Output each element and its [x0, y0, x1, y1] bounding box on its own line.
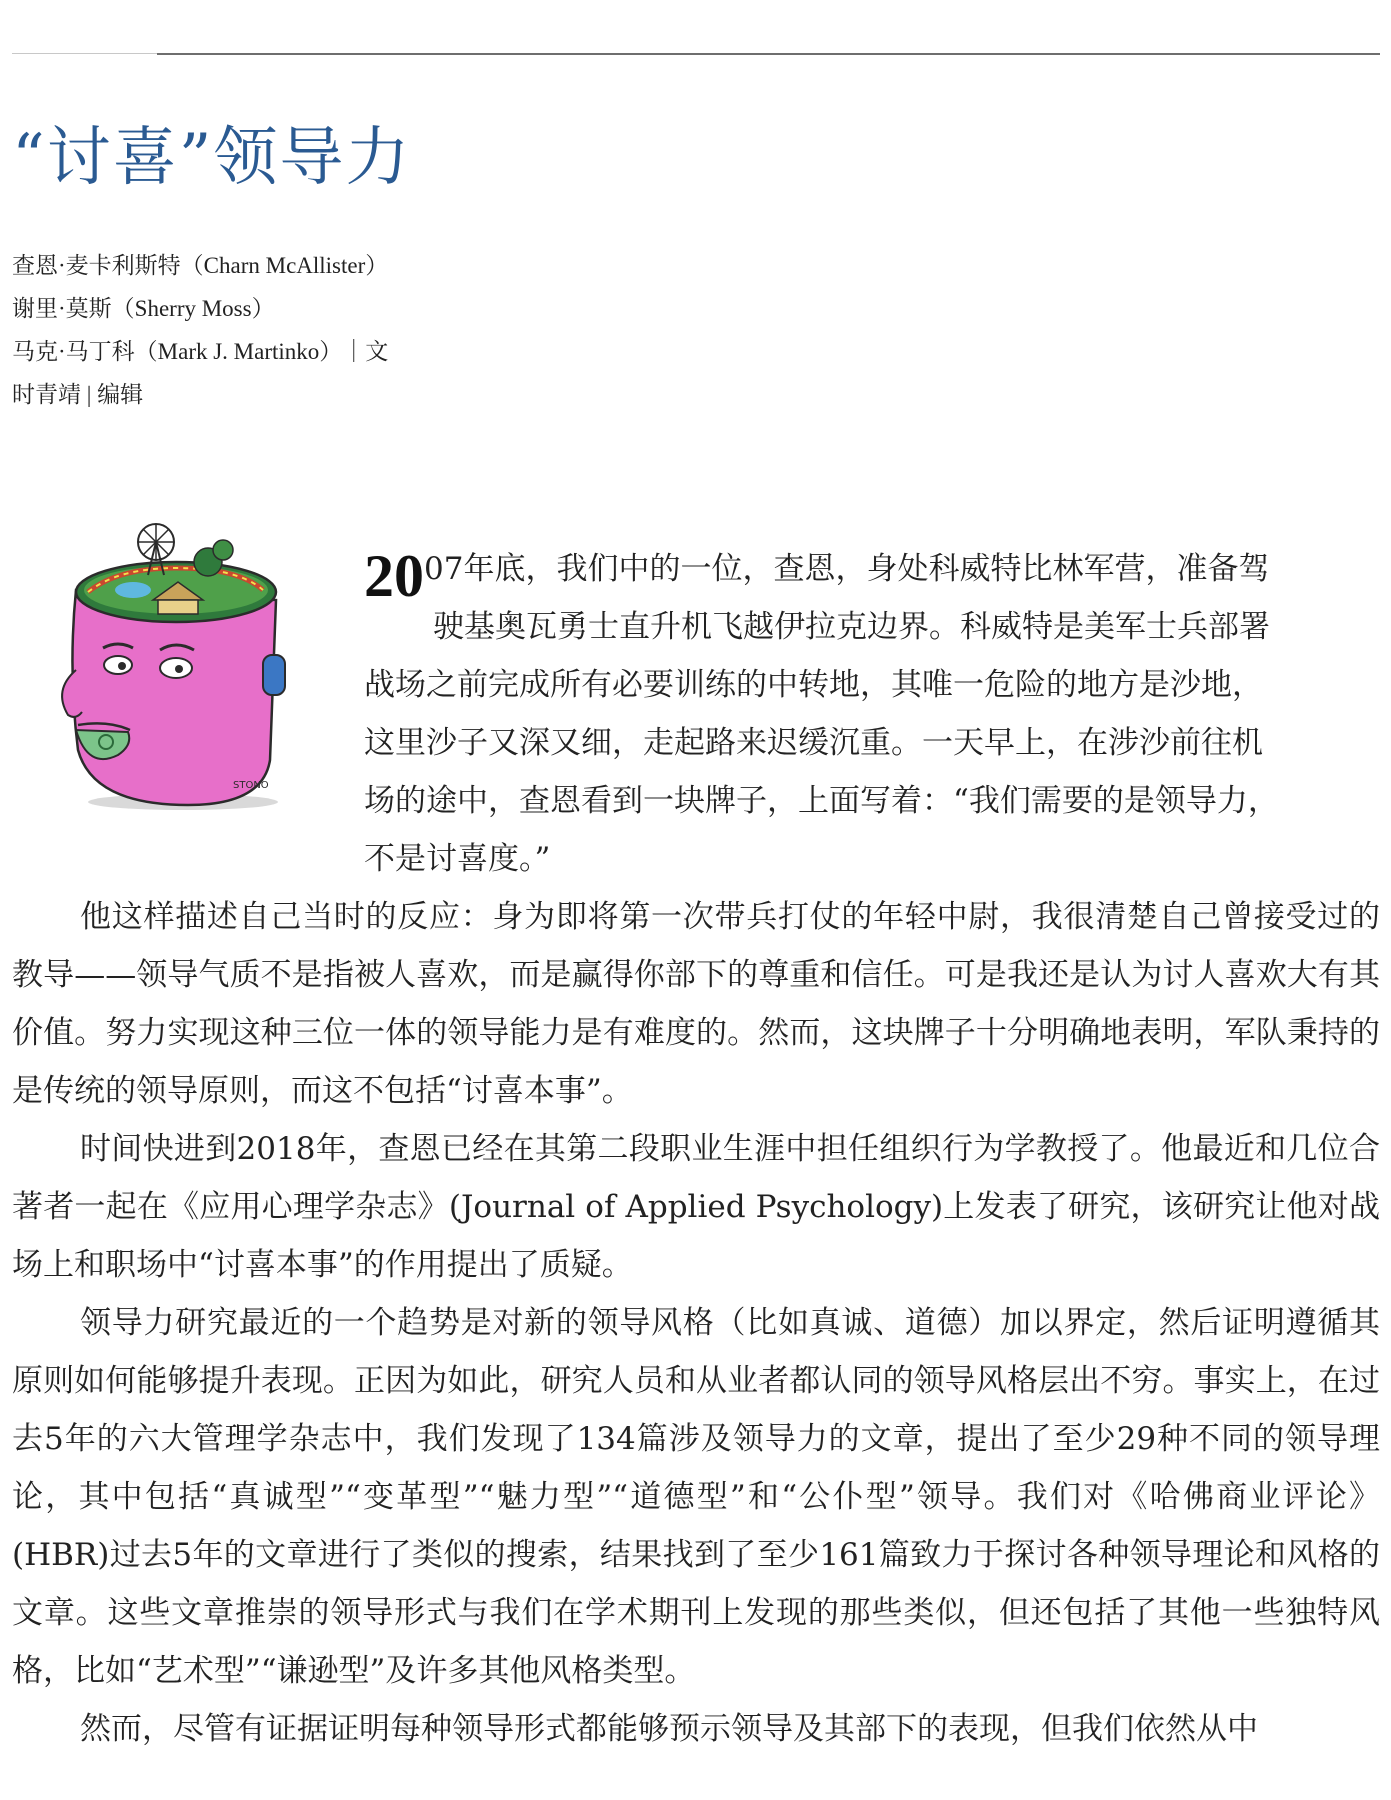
author-line: 查恩·麦卡利斯特（Charn McAllister） — [12, 253, 389, 278]
intro-line: 不是讨喜度。” — [364, 841, 551, 877]
body-paragraph: 他这样描述自己当时的反应：身为即将第一次带兵打仗的年轻中尉，我很清楚自己曾接受过的教导——领导气质不是指被人喜欢，而是赢得你部下的尊重和信任。可是我还是认为讨人喜欢大有其价值。努力实现这种三位一体的领导能力是有难度的。然而，这块牌子十分明确地表明，军队秉持的是传统的领导原则，而这不包括“讨喜本事”。 — [12, 899, 1380, 1109]
byline — [12, 244, 388, 416]
top-rule — [12, 53, 1380, 54]
intro-line: 战场之前完成所有必要训练的中转地，其唯一危险的地方是沙地， — [364, 667, 1263, 703]
author-line: 马克·马丁科（Mark J. Martinko）｜文 — [12, 339, 389, 364]
author-line: 谢里·莫斯（Sherry Moss） — [12, 296, 275, 321]
intro-line: 驶基奥瓦勇士直升机飞越伊拉克边界。科威特是美军士兵部署 — [433, 609, 1270, 645]
editor-line: 时青靖 | 编辑 — [12, 382, 144, 407]
body-paragraph: 领导力研究最近的一个趋势是对新的领导风格（比如真诚、道德）加以界定，然后证明遵循其原则如何能够提升表现。正因为如此，研究人员和从业者都认同的领导风格层出不穷。事实上，在过去5年的六大管理学杂志中，我们发现了134篇涉及领导力的文章，提出了至少29种不同的领导理论，其中包括“真诚型”“变革型”“魅力型”“道德型”和“公仆型”领导。我们对《哈佛商业评论》(HBR)过去5年的文章进行了类似的搜索，结果找到了至少161篇致力于探讨各种领导理论和风格的文章。这些文章推崇的领导形式与我们在学术期刊上发现的那些类似，但还包括了其他一些独特风格，比如“艺术型”“谦逊型”及许多其他风格类型。 — [12, 1305, 1380, 1689]
body-paragraph: 时间快进到2018年，查恩已经在其第二段职业生涯中担任组织行为学教授了。他最近和几位合著者一起在《应用心理学杂志》(Journal of Applied Psychology)上发表了研究，该研究让他对战场上和职场中“讨喜本事”的作用提出了质疑。 — [12, 1131, 1380, 1283]
article-body — [12, 888, 1380, 1758]
intro-line: 这里沙子又深又细，走起路来迟缓沉重。一天早上，在涉沙前往机 — [364, 725, 1263, 761]
intro-line: 场的途中，查恩看到一块牌子，上面写着：“我们需要的是领导力， — [364, 783, 1279, 819]
body-paragraph: 然而，尽管有证据证明每种领导形式都能够预示领导及其部下的表现，但我们依然从中 — [80, 1711, 1258, 1747]
intro-line: 07年底，我们中的一位，查恩，身处科威特比林军营，准备驾 — [424, 551, 1270, 587]
drop-cap: 20 — [364, 543, 424, 609]
illustration-signature: STONO — [233, 780, 269, 791]
intro-paragraph — [364, 540, 1380, 888]
head-amusement-park-illustration — [48, 520, 298, 820]
article-title: “讨喜”领导力 — [12, 121, 412, 195]
